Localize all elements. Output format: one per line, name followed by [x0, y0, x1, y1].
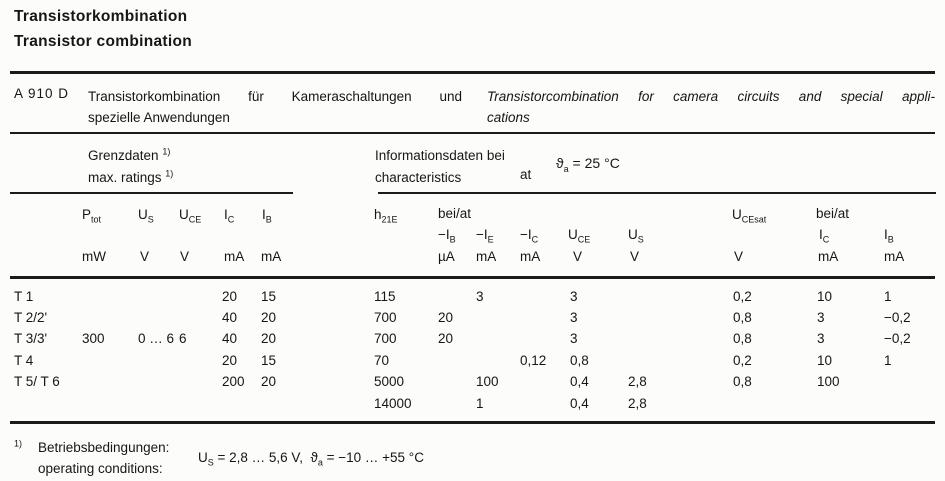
- device-description-en-line1: Transistorcombination for camera circuits and special appli-: [487, 89, 935, 104]
- col-header-us: $U_S$: [138, 207, 154, 225]
- page-title-en: Transistor combination: [14, 33, 192, 50]
- cell-ic: 40: [222, 310, 238, 325]
- cell-h21e: 700: [374, 331, 397, 346]
- cell-h21e: 700: [374, 310, 397, 325]
- section-characteristics: [375, 145, 505, 189]
- cell-ucesat: 0,8: [733, 310, 752, 325]
- footnote-ref: 1): [165, 168, 174, 179]
- col-header-bei-at-right: bei/at: [816, 206, 850, 221]
- col-header-ib-sat: $I_B$: [884, 227, 894, 245]
- col-header-us-cond: $U_S$: [628, 227, 644, 245]
- cell-ib: 20: [261, 374, 277, 389]
- cell-uce-cond: 0,8: [570, 353, 589, 368]
- footnote-label-en: operating conditions:: [38, 461, 163, 476]
- cell-ptot: 300: [82, 331, 105, 346]
- footnote-marker: 1): [14, 438, 23, 449]
- table-row: [0, 310, 945, 331]
- us-symbol: U: [198, 450, 208, 465]
- cell-uce-cond: 0,4: [570, 396, 589, 411]
- device-description-en-line2: cations: [487, 110, 530, 125]
- device-description-en: [487, 86, 935, 128]
- device-description-de-line2: spezielle Anwendungen: [88, 110, 230, 125]
- cell-ic: 20: [222, 289, 238, 304]
- cell-minus-ie: 3: [476, 289, 484, 304]
- section-max-ratings-en: max. ratings $^{1)}$: [88, 168, 174, 185]
- row-label: T 1: [14, 289, 34, 304]
- theta-sub: a: [317, 457, 323, 468]
- col-header-minus-ic: $-I_C$: [520, 227, 539, 245]
- ambient-temperature-condition: [556, 155, 620, 174]
- col-header-ucesat: $U_{CEsat}$: [732, 207, 767, 225]
- device-type: A 910 D: [14, 86, 70, 101]
- unit-ucesat: V: [734, 249, 744, 264]
- cell-uce-cond: 3: [570, 310, 578, 325]
- divider-under-device: [10, 132, 935, 134]
- row-label: T 5/ T 6: [14, 374, 60, 389]
- section-max-ratings-de: Grenzdaten $^{1)}$: [88, 146, 171, 163]
- unit-ib-sat: mA: [884, 249, 905, 264]
- section-max-ratings: [88, 145, 173, 189]
- unit-us-cond: V: [630, 249, 640, 264]
- cell-uce-cond: 3: [570, 331, 578, 346]
- theta-symbol: ϑ: [556, 155, 564, 171]
- cell-ib: 20: [261, 310, 277, 325]
- cell-ib-sat: 1: [884, 353, 892, 368]
- device-description-de-line1: Transistorkombination für Kameraschaltungen und: [88, 89, 462, 104]
- cell-ucesat: 0,2: [733, 353, 752, 368]
- row-label: T 3/3': [14, 331, 48, 346]
- cell-minus-ie: 1: [476, 396, 484, 411]
- unit-ic-sat: mA: [818, 249, 839, 264]
- unit-minus-ic: mA: [520, 249, 541, 264]
- row-label: T 2/2': [14, 310, 48, 325]
- theta-symbol: ϑ: [310, 450, 318, 465]
- footnote-ref: 1): [162, 146, 171, 157]
- unit-uce: V: [180, 249, 190, 264]
- section-characteristics-at: at: [520, 167, 532, 182]
- unit-us: V: [140, 249, 150, 264]
- cell-h21e: 115: [374, 289, 396, 304]
- section-characteristics-de: Informationsdaten bei: [375, 148, 505, 163]
- cell-ic-sat: 3: [817, 310, 825, 325]
- footnote-conditions: [198, 447, 424, 468]
- cell-ucesat: 0,8: [733, 374, 752, 389]
- col-header-h21e: $h_{21E}$: [374, 207, 398, 225]
- cell-h21e: 70: [374, 353, 390, 368]
- cell-ic-sat: 10: [817, 353, 833, 368]
- divider-left-section: [10, 192, 293, 194]
- cell-us: 0 … 6: [138, 331, 175, 346]
- cell-ib-sat: −0,2: [884, 331, 911, 346]
- divider-top: [10, 71, 935, 74]
- temperature-range: = −10 … +55 °C: [322, 450, 424, 465]
- cell-uce-cond: 3: [570, 289, 578, 304]
- row-label: T 4: [14, 353, 34, 368]
- col-header-ic: $I_C$: [224, 207, 235, 225]
- footnote-label-de: Betriebsbedingungen:: [38, 440, 170, 455]
- divider-above-data: [10, 276, 935, 279]
- theta-sub: a: [563, 163, 569, 174]
- unit-ib: mA: [261, 249, 282, 264]
- unit-ptot: mW: [82, 249, 106, 264]
- table-row: [0, 331, 945, 352]
- table-row: [0, 289, 945, 310]
- table-row: [0, 396, 945, 417]
- cell-ib: 20: [261, 331, 277, 346]
- table-row: [0, 374, 945, 395]
- cell-ic-sat: 10: [817, 289, 833, 304]
- cell-uce-cond: 0,4: [570, 374, 589, 389]
- col-header-bei-at-mid: bei/at: [438, 206, 472, 221]
- us-sub: S: [207, 457, 214, 468]
- divider-bottom: [10, 421, 935, 424]
- device-description-de: [88, 86, 462, 128]
- cell-ucesat: 0,8: [733, 331, 752, 346]
- table-row: [0, 353, 945, 374]
- divider-right-section: [378, 192, 936, 194]
- cell-minus-ib: 20: [438, 310, 454, 325]
- col-header-ptot: $P_{tot}$: [82, 207, 102, 225]
- unit-uce-cond: V: [573, 249, 583, 264]
- condition-value: = 25 °C: [568, 155, 620, 171]
- cell-ic-sat: 3: [817, 331, 825, 346]
- us-range: = 2,8 … 5,6 V,: [213, 450, 311, 465]
- cell-ic: 40: [222, 331, 238, 346]
- cell-us-cond: 2,8: [628, 374, 647, 389]
- section-characteristics-en: characteristics: [375, 170, 462, 185]
- col-header-minus-ib: $-I_B$: [438, 227, 456, 245]
- col-header-ic-sat: $I_C$: [819, 227, 830, 245]
- unit-minus-ib: µA: [438, 249, 455, 264]
- cell-ib-sat: −0,2: [884, 310, 911, 325]
- col-header-minus-ie: $-I_E$: [476, 227, 494, 245]
- cell-h21e: 5000: [374, 374, 405, 389]
- cell-ic: 20: [222, 353, 238, 368]
- cell-h21e: 14000: [374, 396, 412, 411]
- cell-ib: 15: [261, 353, 277, 368]
- col-header-ib: $I_B$: [262, 207, 272, 225]
- cell-ic-sat: 100: [817, 374, 840, 389]
- cell-ib-sat: 1: [884, 289, 892, 304]
- col-header-uce-cond: $U_{CE}$: [568, 227, 591, 245]
- col-header-uce: $U_{CE}$: [179, 207, 202, 225]
- unit-minus-ie: mA: [476, 249, 497, 264]
- unit-ic: mA: [224, 249, 245, 264]
- cell-us-cond: 2,8: [628, 396, 647, 411]
- cell-uce: 6: [179, 331, 187, 346]
- cell-ib: 15: [261, 289, 277, 304]
- cell-minus-ie: 100: [476, 374, 499, 389]
- cell-ucesat: 0,2: [733, 289, 752, 304]
- cell-minus-ib: 20: [438, 331, 454, 346]
- cell-minus-ic: 0,12: [520, 353, 547, 368]
- cell-ic: 200: [222, 374, 245, 389]
- page-title-de: Transistorkombination: [14, 8, 188, 25]
